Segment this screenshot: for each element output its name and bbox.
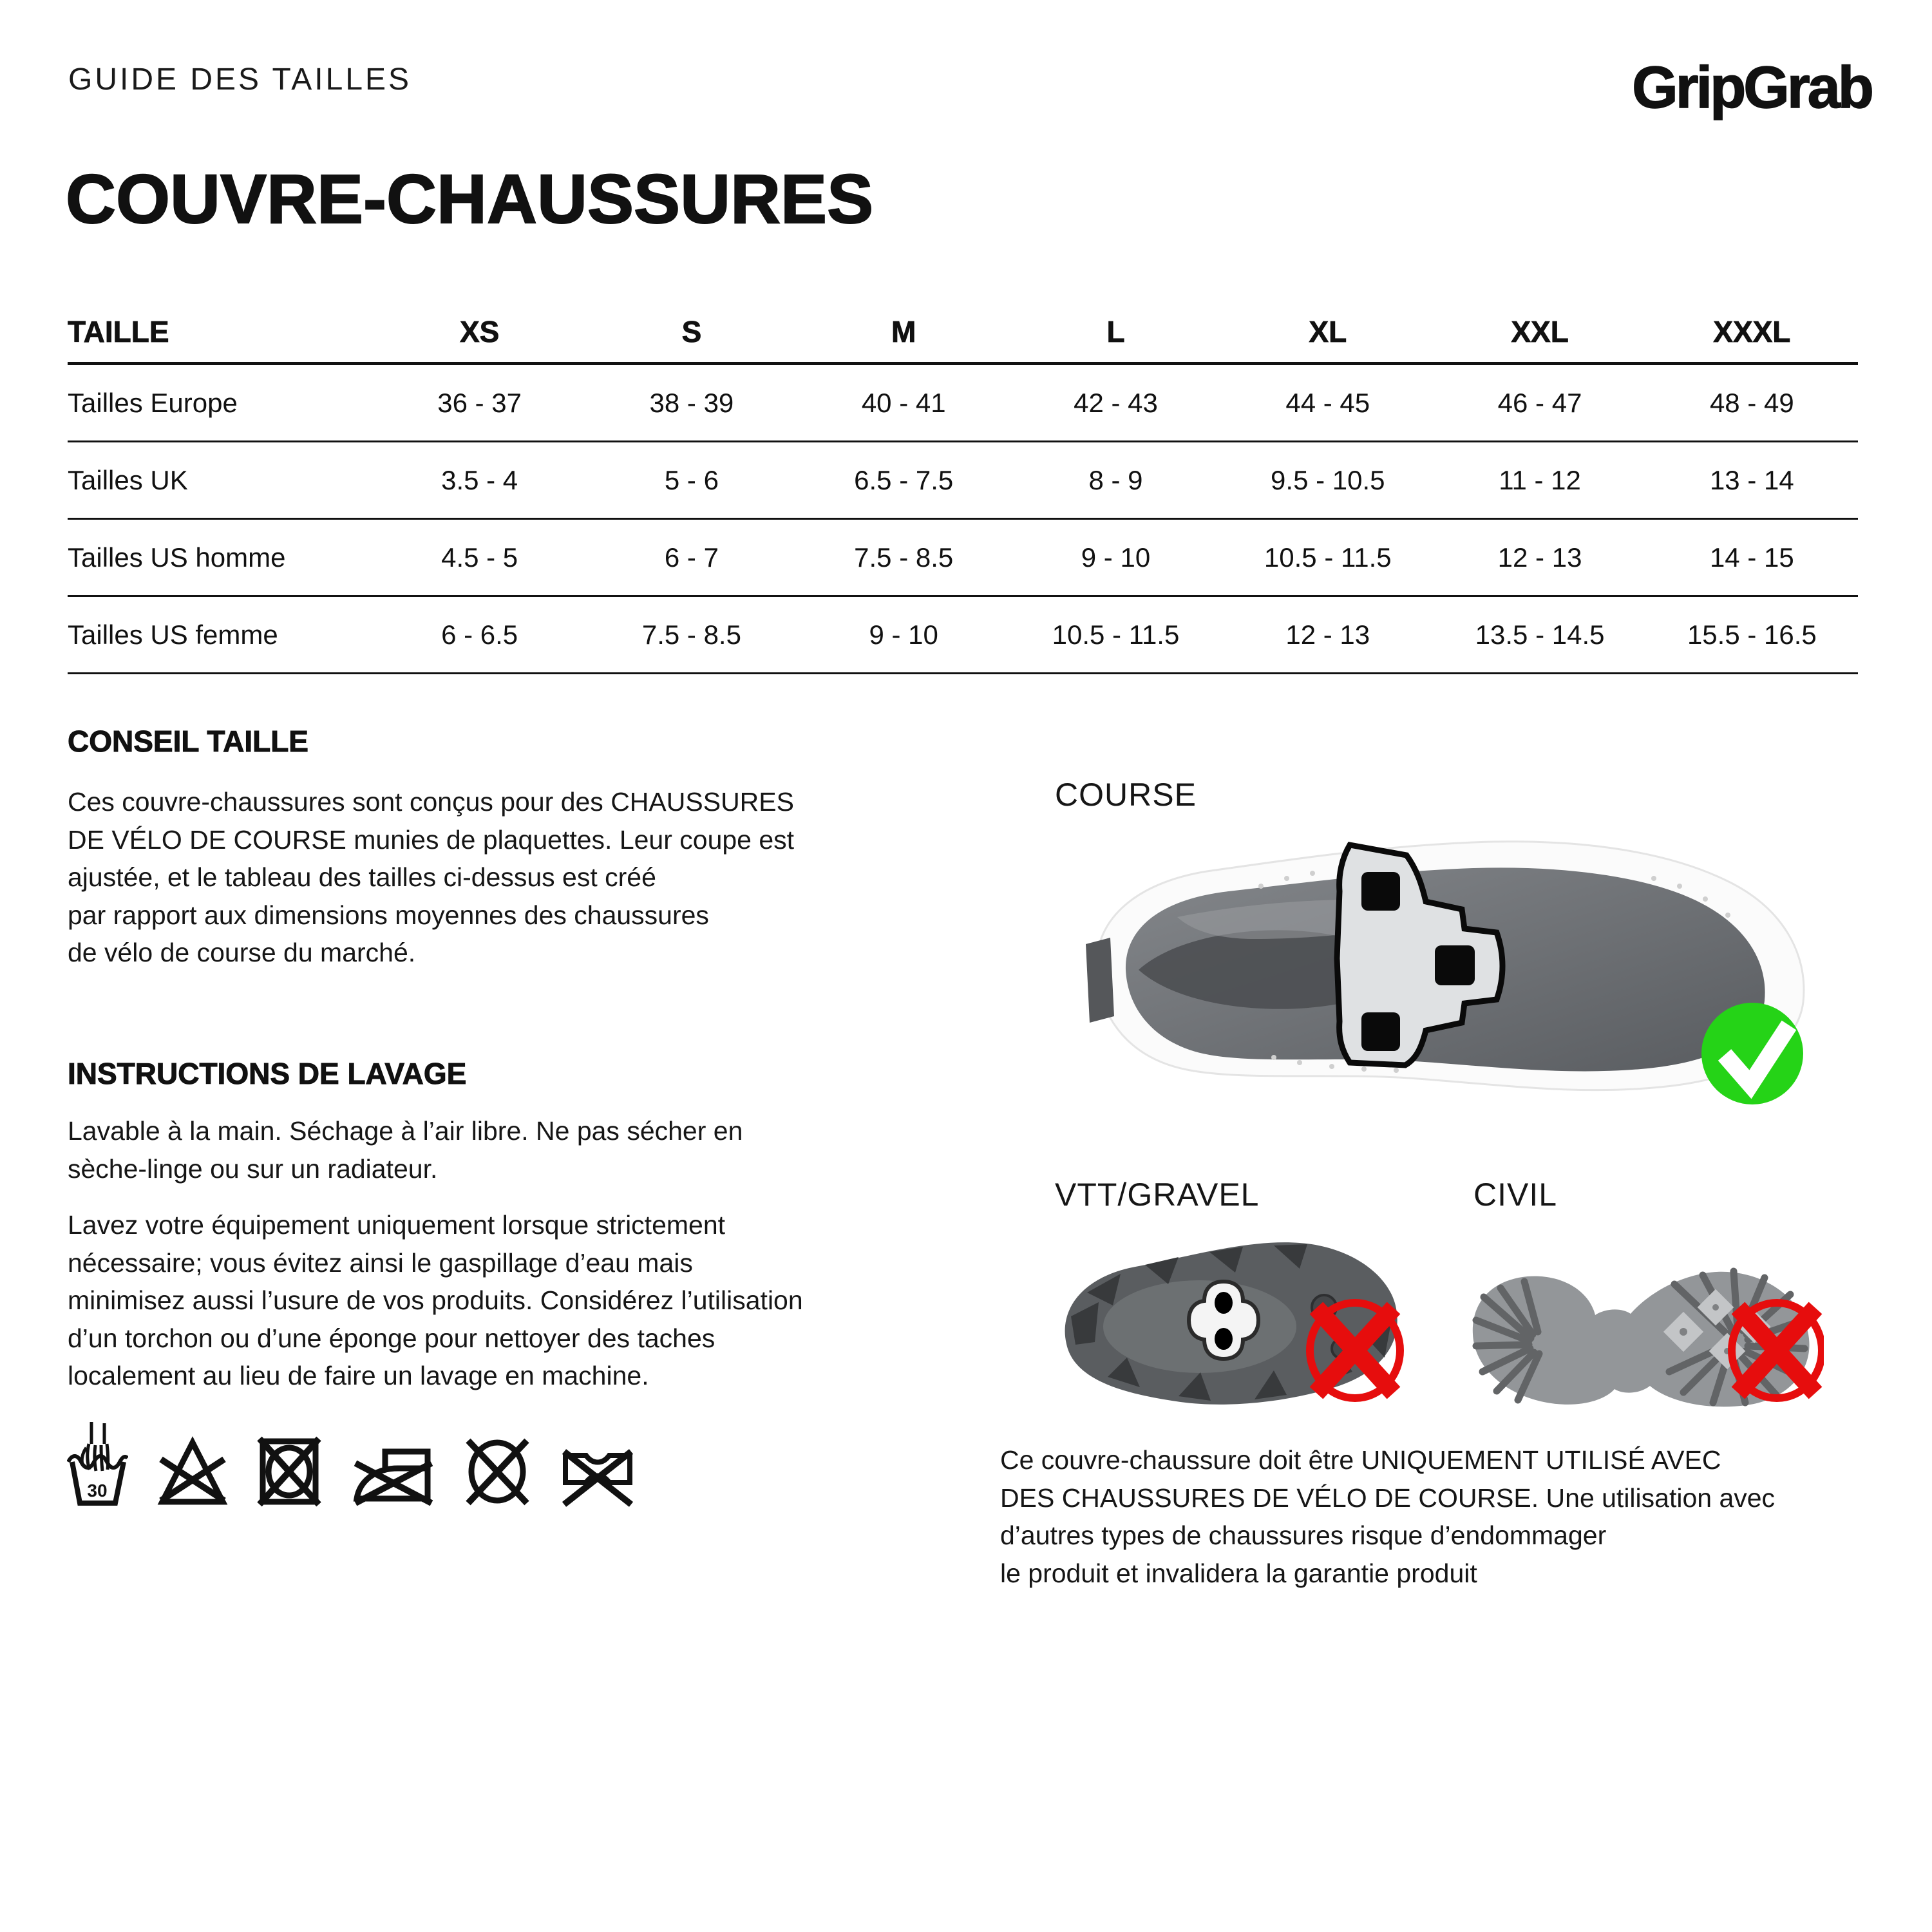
do-not-tumble-dry-icon	[257, 1436, 321, 1507]
size-cell: 14 - 15	[1709, 542, 1794, 573]
check-icon	[1701, 1003, 1803, 1104]
text-line: d’un torchon ou d’une éponge pour nettoyer des taches	[68, 1323, 715, 1353]
course-label: COURSE	[1055, 777, 1197, 813]
row-label-cell: Tailles US homme	[68, 542, 286, 573]
do-not-iron-icon	[350, 1436, 435, 1507]
size-cell: 12 - 13	[1497, 542, 1582, 573]
size-cell: 11 - 12	[1499, 464, 1581, 495]
size-cell: 6 - 7	[664, 542, 719, 573]
text-line: DES CHAUSSURES DE VÉLO DE COURSE. Une utilisation avec	[1000, 1482, 1776, 1513]
svg-text:30: 30	[87, 1481, 108, 1501]
size-cell: 3.5 - 4	[441, 464, 518, 495]
size-cell: 8 - 9	[1088, 464, 1143, 495]
table-header-row	[68, 301, 1858, 365]
size-cell: 5 - 6	[664, 464, 719, 495]
size-cell: 42 - 43	[1074, 387, 1158, 418]
table-header-cell: XXL	[1511, 315, 1569, 348]
text-line: localement au lieu de faire un lavage en machine.	[68, 1361, 649, 1390]
gripgrab-logo: GripGrab	[1632, 55, 1871, 120]
table-row	[68, 442, 1858, 520]
lavage-paragraph-2	[68, 1206, 803, 1395]
table-header-cell: XS	[459, 315, 500, 348]
lavage-heading: INSTRUCTIONS DE LAVAGE	[68, 1057, 467, 1090]
care-icons	[67, 1422, 634, 1507]
table-row	[68, 520, 1858, 597]
size-cell: 15.5 - 16.5	[1687, 619, 1817, 650]
table-header-cell: L	[1106, 315, 1125, 348]
table-row	[68, 597, 1858, 674]
size-cell: 7.5 - 8.5	[641, 619, 741, 650]
civil-label: CIVIL	[1473, 1177, 1558, 1213]
size-cell: 6.5 - 7.5	[854, 464, 954, 495]
course-shoe-figure	[1048, 809, 1831, 1118]
table-row	[68, 365, 1858, 442]
text-line: par rapport aux dimensions moyennes des chaussures	[68, 900, 709, 930]
civil-shoe-figure	[1457, 1212, 1824, 1425]
row-label-cell: Tailles UK	[68, 464, 188, 495]
row-label-cell: Tailles Europe	[68, 387, 238, 418]
conseil-paragraph	[68, 783, 794, 972]
size-cell: 9 - 10	[869, 619, 938, 650]
size-cell: 38 - 39	[649, 387, 734, 418]
size-cell: 4.5 - 5	[441, 542, 518, 573]
text-line: Ces couvre-chaussures sont conçus pour des CHAUSSURES	[68, 787, 794, 817]
size-cell: 10.5 - 11.5	[1052, 619, 1180, 650]
text-line: ajustée, et le tableau des tailles ci-dessus est créé	[68, 862, 656, 892]
text-line: d’autres types de chaussures risque d’endommager	[1000, 1520, 1607, 1550]
lavage-paragraph-1	[68, 1112, 743, 1188]
size-cell: 13.5 - 14.5	[1475, 619, 1605, 650]
size-cell: 7.5 - 8.5	[854, 542, 954, 573]
size-cell: 48 - 49	[1709, 387, 1794, 418]
table-header-cell: S	[681, 315, 702, 348]
row-label-cell: Tailles US femme	[68, 619, 278, 650]
text-line: le produit et invalidera la garantie produit	[1000, 1558, 1477, 1588]
text-line: DE VÉLO DE COURSE munies de plaquettes. Leur coupe est	[68, 824, 795, 855]
text-line: Lavez votre équipement uniquement lorsque strictement	[68, 1210, 726, 1240]
table-header-cell: M	[891, 315, 916, 348]
do-not-wring-icon	[560, 1436, 634, 1507]
text-line: minimisez aussi l’usure de vos produits. Considérez l’utilisation	[68, 1285, 803, 1315]
do-not-bleach-icon	[157, 1436, 228, 1507]
size-cell: 9.5 - 10.5	[1271, 464, 1385, 495]
text-line: Ce couvre-chaussure doit être UNIQUEMENT UTILISÉ AVEC	[1000, 1445, 1721, 1475]
page-title: COUVRE-CHAUSSURES	[66, 160, 874, 238]
size-cell: 36 - 37	[437, 387, 522, 418]
vtt-shoe-figure	[1048, 1212, 1409, 1425]
size-cell: 40 - 41	[861, 387, 946, 418]
warning-text	[1000, 1441, 1775, 1592]
text-line: sèche-linge ou sur un radiateur.	[68, 1153, 438, 1184]
vtt-label: VTT/GRAVEL	[1055, 1177, 1260, 1213]
size-guide-label: GUIDE DES TAILLES	[68, 62, 412, 97]
conseil-heading: CONSEIL TAILLE	[68, 724, 308, 758]
table-header-cell: XL	[1309, 315, 1347, 348]
size-cell: 6 - 6.5	[441, 619, 518, 650]
size-cell: 10.5 - 11.5	[1264, 542, 1392, 573]
text-line: Lavable à la main. Séchage à l’air libre. Ne pas sécher en	[68, 1116, 743, 1146]
hand-wash-30-icon	[67, 1422, 128, 1507]
do-not-dry-clean-icon	[464, 1436, 531, 1507]
size-cell: 44 - 45	[1285, 387, 1370, 418]
table-header-cell: XXXL	[1713, 315, 1791, 348]
size-cell: 46 - 47	[1497, 387, 1582, 418]
text-line: de vélo de course du marché.	[68, 938, 416, 967]
size-table	[68, 301, 1858, 674]
size-cell: 12 - 13	[1285, 619, 1370, 650]
size-cell: 9 - 10	[1081, 542, 1151, 573]
size-cell: 13 - 14	[1709, 464, 1794, 495]
text-line: nécessaire; vous évitez ainsi le gaspillage d’eau mais	[68, 1247, 693, 1278]
table-header-cell: TAILLE	[68, 315, 169, 348]
